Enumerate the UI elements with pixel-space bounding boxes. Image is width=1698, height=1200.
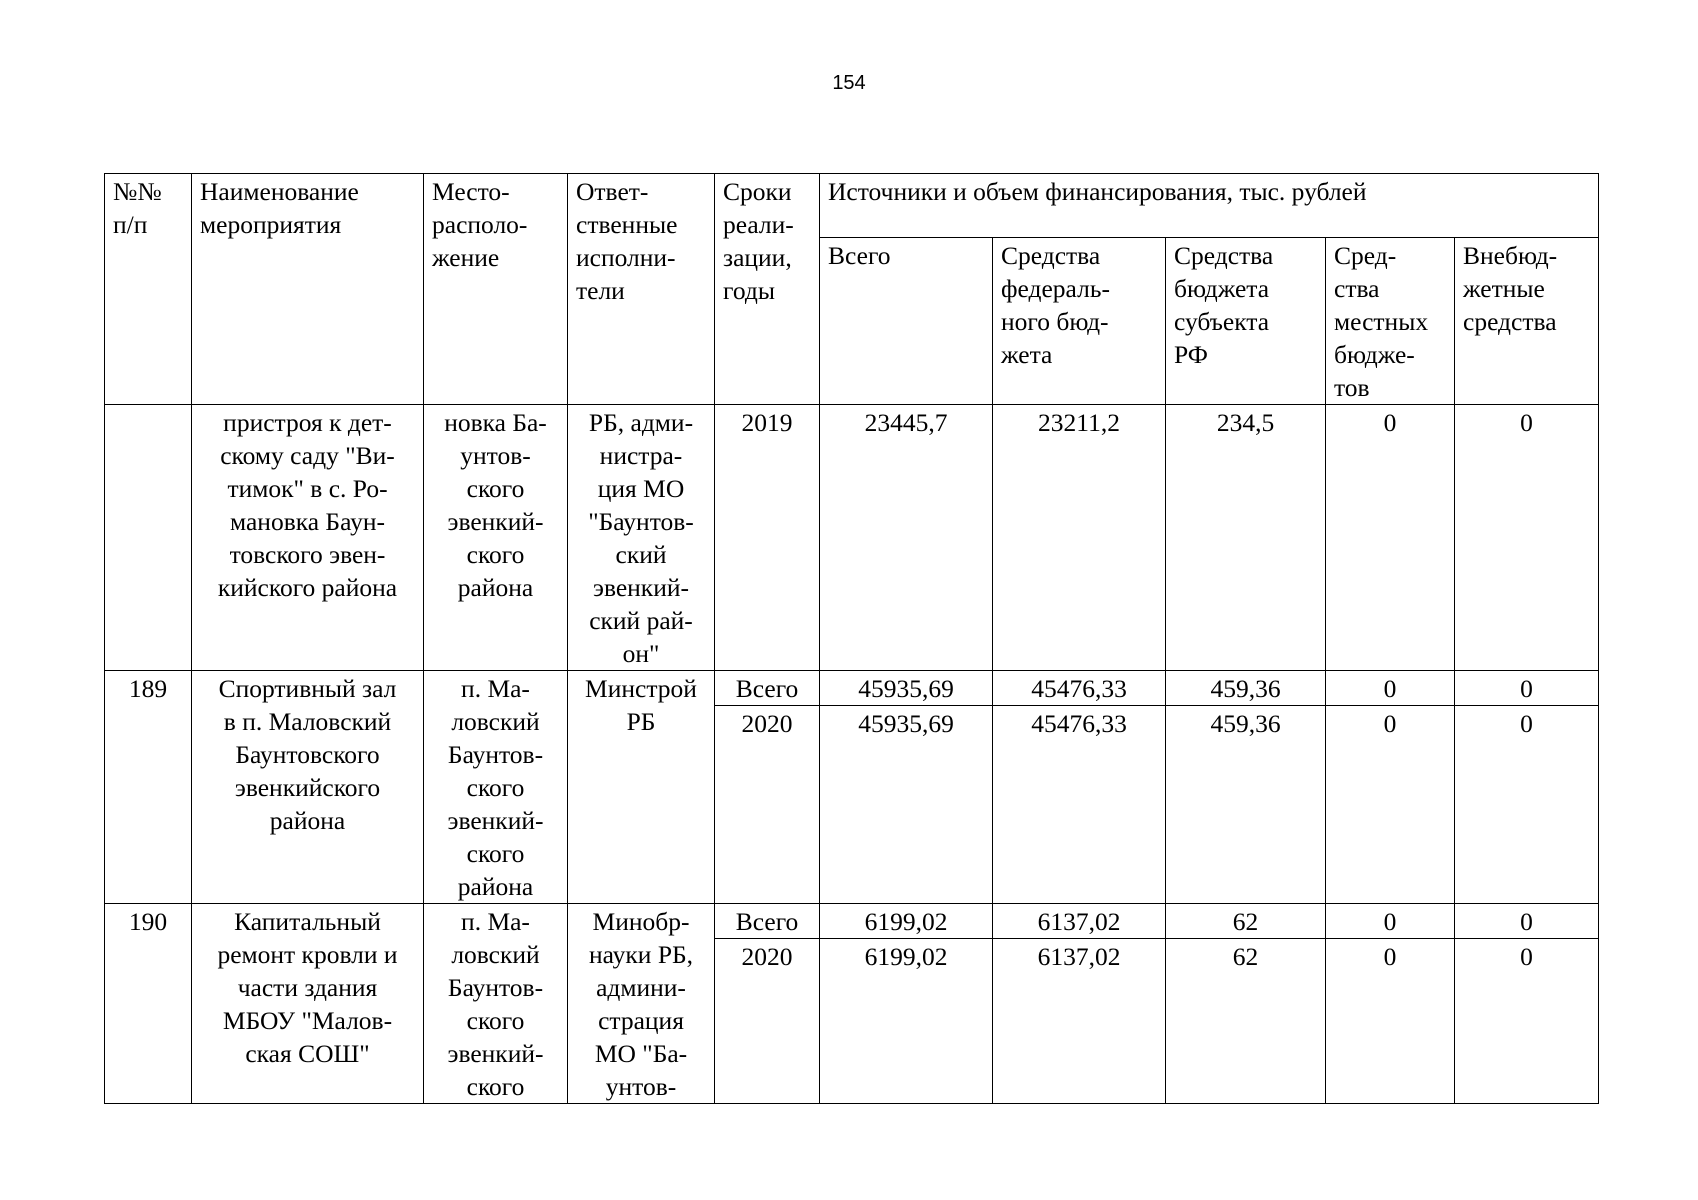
row-location: новка Ба- унтов- ского эвенкий- ского района <box>424 405 568 671</box>
row-name: Спортивный зал в п. Маловский Баунтовского эвенкийского района <box>192 671 424 904</box>
row-total: 6199,02 <box>820 904 993 939</box>
row-year: 2020 <box>715 939 820 1104</box>
row-local: 0 <box>1326 706 1455 904</box>
row-total: 45935,69 <box>820 706 993 904</box>
row-local: 0 <box>1326 671 1455 706</box>
header-name: Наименование мероприятия <box>192 174 424 405</box>
header-total: Всего <box>820 238 993 405</box>
row-offbudget: 0 <box>1455 939 1599 1104</box>
header-num: №№ п/п <box>105 174 192 405</box>
header-responsible: Ответ- ственные исполни- тели <box>568 174 715 405</box>
row-federal: 45476,33 <box>993 706 1166 904</box>
row-num: 190 <box>105 904 192 1104</box>
row-subject: 234,5 <box>1166 405 1326 671</box>
header-subject: Средства бюджета субъекта РФ <box>1166 238 1326 405</box>
header-sources: Источники и объем финансирования, тыс. рублей <box>820 174 1599 238</box>
header-location: Место- располо- жение <box>424 174 568 405</box>
row-num <box>105 405 192 671</box>
row-name: пристроя к дет- скому саду "Ви- тимок" в с. Ро- мановка Баун- товского эвен- кийского района <box>192 405 424 671</box>
table-row <box>105 904 1599 939</box>
row-offbudget: 0 <box>1455 671 1599 706</box>
row-federal: 6137,02 <box>993 939 1166 1104</box>
row-local: 0 <box>1326 904 1455 939</box>
row-num: 189 <box>105 671 192 904</box>
row-year: 2019 <box>715 405 820 671</box>
row-federal: 45476,33 <box>993 671 1166 706</box>
financing-table <box>104 173 1599 1104</box>
row-total: 23445,7 <box>820 405 993 671</box>
row-federal: 23211,2 <box>993 405 1166 671</box>
header-local: Сред- ства местных бюдже- тов <box>1326 238 1455 405</box>
row-responsible: РБ, адми- нистра- ция МО "Баунтов- ский эвенкий- ский рай- он" <box>568 405 715 671</box>
row-offbudget: 0 <box>1455 904 1599 939</box>
row-offbudget: 0 <box>1455 405 1599 671</box>
row-federal: 6137,02 <box>993 904 1166 939</box>
table-row <box>105 671 1599 706</box>
row-year: 2020 <box>715 706 820 904</box>
row-total: 45935,69 <box>820 671 993 706</box>
row-total: 6199,02 <box>820 939 993 1104</box>
row-subject: 62 <box>1166 904 1326 939</box>
header-offbudget: Внебюд- жетные средства <box>1455 238 1599 405</box>
row-offbudget: 0 <box>1455 706 1599 904</box>
row-responsible: Минобр- науки РБ, админи- страция МО "Ба- унтов- <box>568 904 715 1104</box>
row-location: п. Ма- ловский Баунтов- ского эвенкий- ского района <box>424 671 568 904</box>
row-subject: 62 <box>1166 939 1326 1104</box>
row-subject: 459,36 <box>1166 706 1326 904</box>
row-year: Всего <box>715 671 820 706</box>
header-terms: Сроки реали- зации, годы <box>715 174 820 405</box>
row-responsible: Минстрой РБ <box>568 671 715 904</box>
row-local: 0 <box>1326 939 1455 1104</box>
row-name: Капитальный ремонт кровли и части здания МБОУ "Малов- ская СОШ" <box>192 904 424 1104</box>
table-row <box>105 405 1599 671</box>
header-row-1 <box>105 174 1599 238</box>
row-local: 0 <box>1326 405 1455 671</box>
row-location: п. Ма- ловский Баунтов- ского эвенкий- ского <box>424 904 568 1104</box>
row-subject: 459,36 <box>1166 671 1326 706</box>
row-year: Всего <box>715 904 820 939</box>
header-federal: Средства федераль- ного бюд- жета <box>993 238 1166 405</box>
page-number: 154 <box>832 72 866 94</box>
